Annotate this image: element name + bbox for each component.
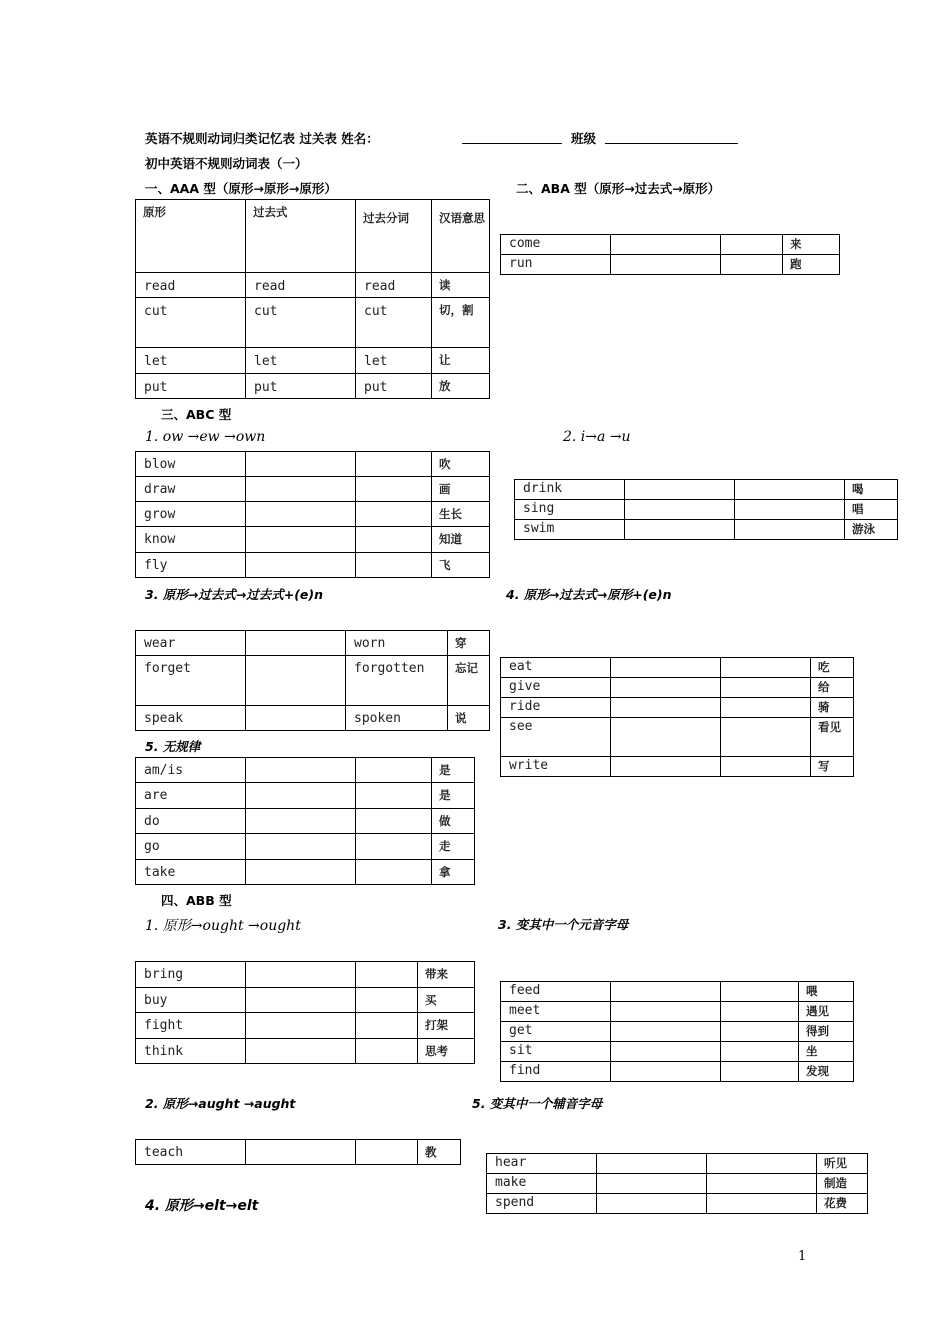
cell-meaning: 穿 <box>448 631 490 656</box>
cell-past[interactable] <box>246 452 356 477</box>
cell-participle[interactable] <box>735 480 845 500</box>
cell-base: sit <box>501 1042 611 1062</box>
cell-base: blow <box>136 452 246 477</box>
cell-past[interactable] <box>246 758 356 783</box>
cell-participle[interactable] <box>356 553 432 578</box>
cell-base: go <box>136 834 246 860</box>
cell-past[interactable] <box>611 982 721 1002</box>
cell-participle[interactable] <box>707 1174 817 1194</box>
cell-participle[interactable] <box>356 988 418 1013</box>
table-row <box>136 298 490 348</box>
cell-base: eat <box>501 658 611 678</box>
table-row <box>136 783 475 809</box>
cell-participle[interactable] <box>721 1002 799 1022</box>
cell-participle[interactable] <box>721 1042 799 1062</box>
table-row <box>501 757 854 777</box>
cell-base: draw <box>136 477 246 502</box>
cell-meaning: 是 <box>432 783 475 809</box>
cell-past[interactable] <box>611 658 721 678</box>
cell-participle[interactable]: read <box>356 273 432 298</box>
header-base-form: 原形 <box>136 200 246 273</box>
cell-participle[interactable] <box>356 758 432 783</box>
subsection-title: 3. 原形→过去式→过去式+(e)n <box>145 587 324 602</box>
cell-meaning: 喂 <box>799 982 854 1002</box>
table-row <box>501 698 854 718</box>
table-abc-iau <box>514 479 898 540</box>
cell-meaning: 喝 <box>845 480 898 500</box>
section-abb-title: 四、ABB 型 <box>161 893 232 908</box>
table-row <box>501 1062 854 1082</box>
cell-base: wear <box>136 631 246 656</box>
table-row <box>136 962 475 988</box>
cell-participle[interactable] <box>721 658 811 678</box>
cell-past[interactable] <box>246 1013 356 1039</box>
cell-base: speak <box>136 706 246 731</box>
cell-meaning: 骑 <box>811 698 854 718</box>
cell-meaning: 遇见 <box>799 1002 854 1022</box>
cell-participle[interactable] <box>356 452 432 477</box>
cell-participle[interactable] <box>721 698 811 718</box>
table-abc-irregular <box>135 757 475 885</box>
document-subtitle: 初中英语不规则动词表（一） <box>145 156 308 171</box>
table-row <box>515 500 898 520</box>
cell-meaning: 教 <box>418 1140 461 1165</box>
table-abb-consonant <box>486 1153 868 1214</box>
table-row <box>136 374 490 399</box>
cell-past[interactable] <box>625 520 735 540</box>
cell-participle: worn <box>346 631 448 656</box>
cell-meaning: 吃 <box>811 658 854 678</box>
cell-meaning: 飞 <box>432 553 490 578</box>
cell-base: cut <box>136 298 246 348</box>
cell-participle[interactable] <box>707 1154 817 1174</box>
cell-participle[interactable] <box>356 962 418 988</box>
cell-past[interactable] <box>611 235 721 255</box>
table-aaa <box>135 199 490 399</box>
cell-base: fly <box>136 553 246 578</box>
cell-past[interactable] <box>246 527 356 553</box>
table-row <box>136 656 490 706</box>
page-number: 1 <box>798 1249 807 1264</box>
cell-base: find <box>501 1062 611 1082</box>
cell-past[interactable] <box>246 834 356 860</box>
cell-base: are <box>136 783 246 809</box>
table-row <box>515 520 898 540</box>
cell-meaning: 坐 <box>799 1042 854 1062</box>
section-aaa-title: 一、AAA 型（原形→原形→原形） <box>145 181 337 196</box>
subsection-title: 4. 原形→过去式→原形+(e)n <box>506 587 672 602</box>
cell-participle[interactable] <box>735 500 845 520</box>
table-row <box>515 480 898 500</box>
cell-meaning: 来 <box>783 235 840 255</box>
cell-past[interactable] <box>246 706 346 731</box>
cell-participle: forgotten <box>346 656 448 706</box>
table-row <box>501 658 854 678</box>
cell-base: get <box>501 1022 611 1042</box>
cell-meaning: 说 <box>448 706 490 731</box>
table-row <box>136 834 475 860</box>
cell-base: ride <box>501 698 611 718</box>
cell-meaning: 是 <box>432 758 475 783</box>
table-row <box>136 809 475 834</box>
table-row <box>487 1154 868 1174</box>
cell-past[interactable] <box>597 1194 707 1214</box>
cell-past[interactable] <box>611 757 721 777</box>
cell-past[interactable] <box>246 1140 356 1165</box>
subsection-title: 1. ow →ew →own <box>145 429 266 445</box>
cell-base: take <box>136 860 246 885</box>
subsection-title: 5. 无规律 <box>145 739 201 754</box>
cell-meaning: 生长 <box>432 502 490 527</box>
cell-past[interactable]: cut <box>246 298 356 348</box>
cell-past[interactable] <box>611 1022 721 1042</box>
table-row <box>501 982 854 1002</box>
table-row <box>136 1013 475 1039</box>
class-blank[interactable] <box>605 143 738 144</box>
table-row <box>136 348 490 374</box>
cell-meaning: 做 <box>432 809 475 834</box>
table-row <box>501 718 854 757</box>
cell-meaning: 读 <box>432 273 490 298</box>
cell-base: teach <box>136 1140 246 1165</box>
table-row <box>501 678 854 698</box>
cell-past[interactable] <box>246 860 356 885</box>
cell-participle[interactable] <box>721 678 811 698</box>
cell-participle[interactable] <box>721 255 783 275</box>
cell-participle[interactable] <box>721 235 783 255</box>
cell-base: sing <box>515 500 625 520</box>
table-row <box>136 706 490 731</box>
cell-base: buy <box>136 988 246 1013</box>
cell-base: am/is <box>136 758 246 783</box>
table-header-row <box>136 200 490 273</box>
cell-base: make <box>487 1174 597 1194</box>
cell-meaning: 让 <box>432 348 490 374</box>
class-label: 班级 <box>571 131 597 146</box>
table-row <box>136 273 490 298</box>
table-row <box>136 502 490 527</box>
cell-past[interactable] <box>246 631 346 656</box>
cell-meaning: 制造 <box>817 1174 868 1194</box>
cell-meaning: 放 <box>432 374 490 399</box>
table-row <box>136 1039 475 1064</box>
table-row <box>487 1194 868 1214</box>
cell-participle[interactable] <box>356 477 432 502</box>
cell-meaning: 知道 <box>432 527 490 553</box>
cell-past[interactable] <box>611 678 721 698</box>
cell-participle[interactable] <box>356 527 432 553</box>
cell-meaning: 给 <box>811 678 854 698</box>
cell-past[interactable] <box>625 480 735 500</box>
cell-meaning: 吹 <box>432 452 490 477</box>
table-row <box>136 631 490 656</box>
cell-past[interactable] <box>246 783 356 809</box>
cell-base: swim <box>515 520 625 540</box>
cell-participle[interactable] <box>721 1022 799 1042</box>
table-abc-base-en <box>500 657 854 777</box>
cell-base: do <box>136 809 246 834</box>
subsection-title: 2. i→a →u <box>563 429 631 445</box>
cell-base: bring <box>136 962 246 988</box>
cell-participle[interactable] <box>356 1013 418 1039</box>
cell-past[interactable] <box>625 500 735 520</box>
cell-participle[interactable] <box>721 982 799 1002</box>
cell-meaning: 忘记 <box>448 656 490 706</box>
cell-base: see <box>501 718 611 757</box>
cell-base: write <box>501 757 611 777</box>
table-row <box>501 255 840 275</box>
cell-past[interactable] <box>246 656 346 706</box>
table-row <box>136 988 475 1013</box>
document-title: 英语不规则动词归类记忆表 过关表 姓名： <box>145 131 379 146</box>
cell-base: know <box>136 527 246 553</box>
cell-meaning: 思考 <box>418 1039 475 1064</box>
cell-past[interactable] <box>246 553 356 578</box>
cell-base: feed <box>501 982 611 1002</box>
cell-participle[interactable] <box>356 860 432 885</box>
header-past-tense: 过去式 <box>246 200 356 273</box>
cell-past[interactable] <box>246 988 356 1013</box>
cell-past[interactable] <box>611 1042 721 1062</box>
cell-meaning: 拿 <box>432 860 475 885</box>
cell-base: spend <box>487 1194 597 1214</box>
cell-past[interactable] <box>246 477 356 502</box>
table-row <box>136 477 490 502</box>
cell-past[interactable]: put <box>246 374 356 399</box>
cell-base: drink <box>515 480 625 500</box>
cell-participle[interactable] <box>356 783 432 809</box>
cell-participle[interactable] <box>356 834 432 860</box>
cell-meaning: 听见 <box>817 1154 868 1174</box>
cell-participle[interactable]: cut <box>356 298 432 348</box>
cell-participle[interactable] <box>721 718 811 757</box>
table-row <box>136 860 475 885</box>
cell-meaning: 跑 <box>783 255 840 275</box>
cell-participle[interactable] <box>707 1194 817 1214</box>
cell-past[interactable]: let <box>246 348 356 374</box>
cell-past[interactable] <box>611 698 721 718</box>
cell-meaning: 看见 <box>811 718 854 757</box>
cell-past[interactable] <box>597 1154 707 1174</box>
section-aba-title: 二、ABA 型（原形→过去式→原形） <box>516 181 721 196</box>
cell-past[interactable] <box>611 1002 721 1022</box>
cell-participle[interactable] <box>735 520 845 540</box>
cell-participle[interactable] <box>356 1140 418 1165</box>
table-abc-en <box>135 630 490 731</box>
table-row <box>136 758 475 783</box>
header-meaning: 汉语意思 <box>432 200 490 273</box>
cell-base: give <box>501 678 611 698</box>
cell-meaning: 花费 <box>817 1194 868 1214</box>
table-row <box>136 1140 461 1165</box>
table-abb-ought <box>135 961 475 1064</box>
table-row <box>501 1022 854 1042</box>
table-row <box>501 1002 854 1022</box>
cell-participle[interactable] <box>356 502 432 527</box>
table-row <box>487 1174 868 1194</box>
cell-meaning: 切，割 <box>432 298 490 348</box>
cell-past[interactable] <box>246 962 356 988</box>
cell-base: forget <box>136 656 246 706</box>
cell-meaning: 买 <box>418 988 475 1013</box>
table-abb-aught <box>135 1139 461 1165</box>
subsection-title: 4. 原形→elt→elt <box>145 1198 259 1214</box>
cell-past[interactable] <box>597 1174 707 1194</box>
cell-past[interactable] <box>246 809 356 834</box>
cell-past[interactable] <box>246 1039 356 1064</box>
cell-base: let <box>136 348 246 374</box>
cell-meaning: 带来 <box>418 962 475 988</box>
cell-base: run <box>501 255 611 275</box>
table-abc-ow <box>135 451 490 578</box>
subsection-title: 3. 变其中一个元音字母 <box>498 917 629 932</box>
cell-participle[interactable]: let <box>356 348 432 374</box>
table-row <box>501 1042 854 1062</box>
cell-meaning: 得到 <box>799 1022 854 1042</box>
header-past-participle: 过去分词 <box>356 200 432 273</box>
cell-meaning: 走 <box>432 834 475 860</box>
cell-participle[interactable] <box>356 809 432 834</box>
subsection-title: 5. 变其中一个辅音字母 <box>472 1096 603 1111</box>
cell-base: read <box>136 273 246 298</box>
table-abb-vowel <box>500 981 854 1082</box>
cell-past[interactable]: read <box>246 273 356 298</box>
cell-participle[interactable]: put <box>356 374 432 399</box>
cell-past[interactable] <box>611 718 721 757</box>
cell-base: fight <box>136 1013 246 1039</box>
cell-meaning: 打架 <box>418 1013 475 1039</box>
name-blank[interactable] <box>462 143 562 144</box>
cell-meaning: 游泳 <box>845 520 898 540</box>
subsection-title: 2. 原形→aught →aught <box>145 1096 296 1111</box>
table-row <box>501 235 840 255</box>
subsection-title: 1. 原形→ought →ought <box>145 918 301 934</box>
cell-base: put <box>136 374 246 399</box>
cell-past[interactable] <box>246 502 356 527</box>
table-row <box>136 452 490 477</box>
cell-base: think <box>136 1039 246 1064</box>
cell-participle[interactable] <box>721 757 811 777</box>
cell-past[interactable] <box>611 1062 721 1082</box>
section-abc-title: 三、ABC 型 <box>161 407 232 422</box>
cell-participle[interactable] <box>721 1062 799 1082</box>
cell-participle[interactable] <box>356 1039 418 1064</box>
cell-meaning: 发现 <box>799 1062 854 1082</box>
cell-base: come <box>501 235 611 255</box>
cell-meaning: 写 <box>811 757 854 777</box>
table-aba <box>500 234 840 275</box>
cell-base: grow <box>136 502 246 527</box>
cell-meaning: 画 <box>432 477 490 502</box>
cell-meaning: 唱 <box>845 500 898 520</box>
table-row <box>136 553 490 578</box>
table-row <box>136 527 490 553</box>
cell-participle: spoken <box>346 706 448 731</box>
cell-base: hear <box>487 1154 597 1174</box>
cell-past[interactable] <box>611 255 721 275</box>
cell-base: meet <box>501 1002 611 1022</box>
